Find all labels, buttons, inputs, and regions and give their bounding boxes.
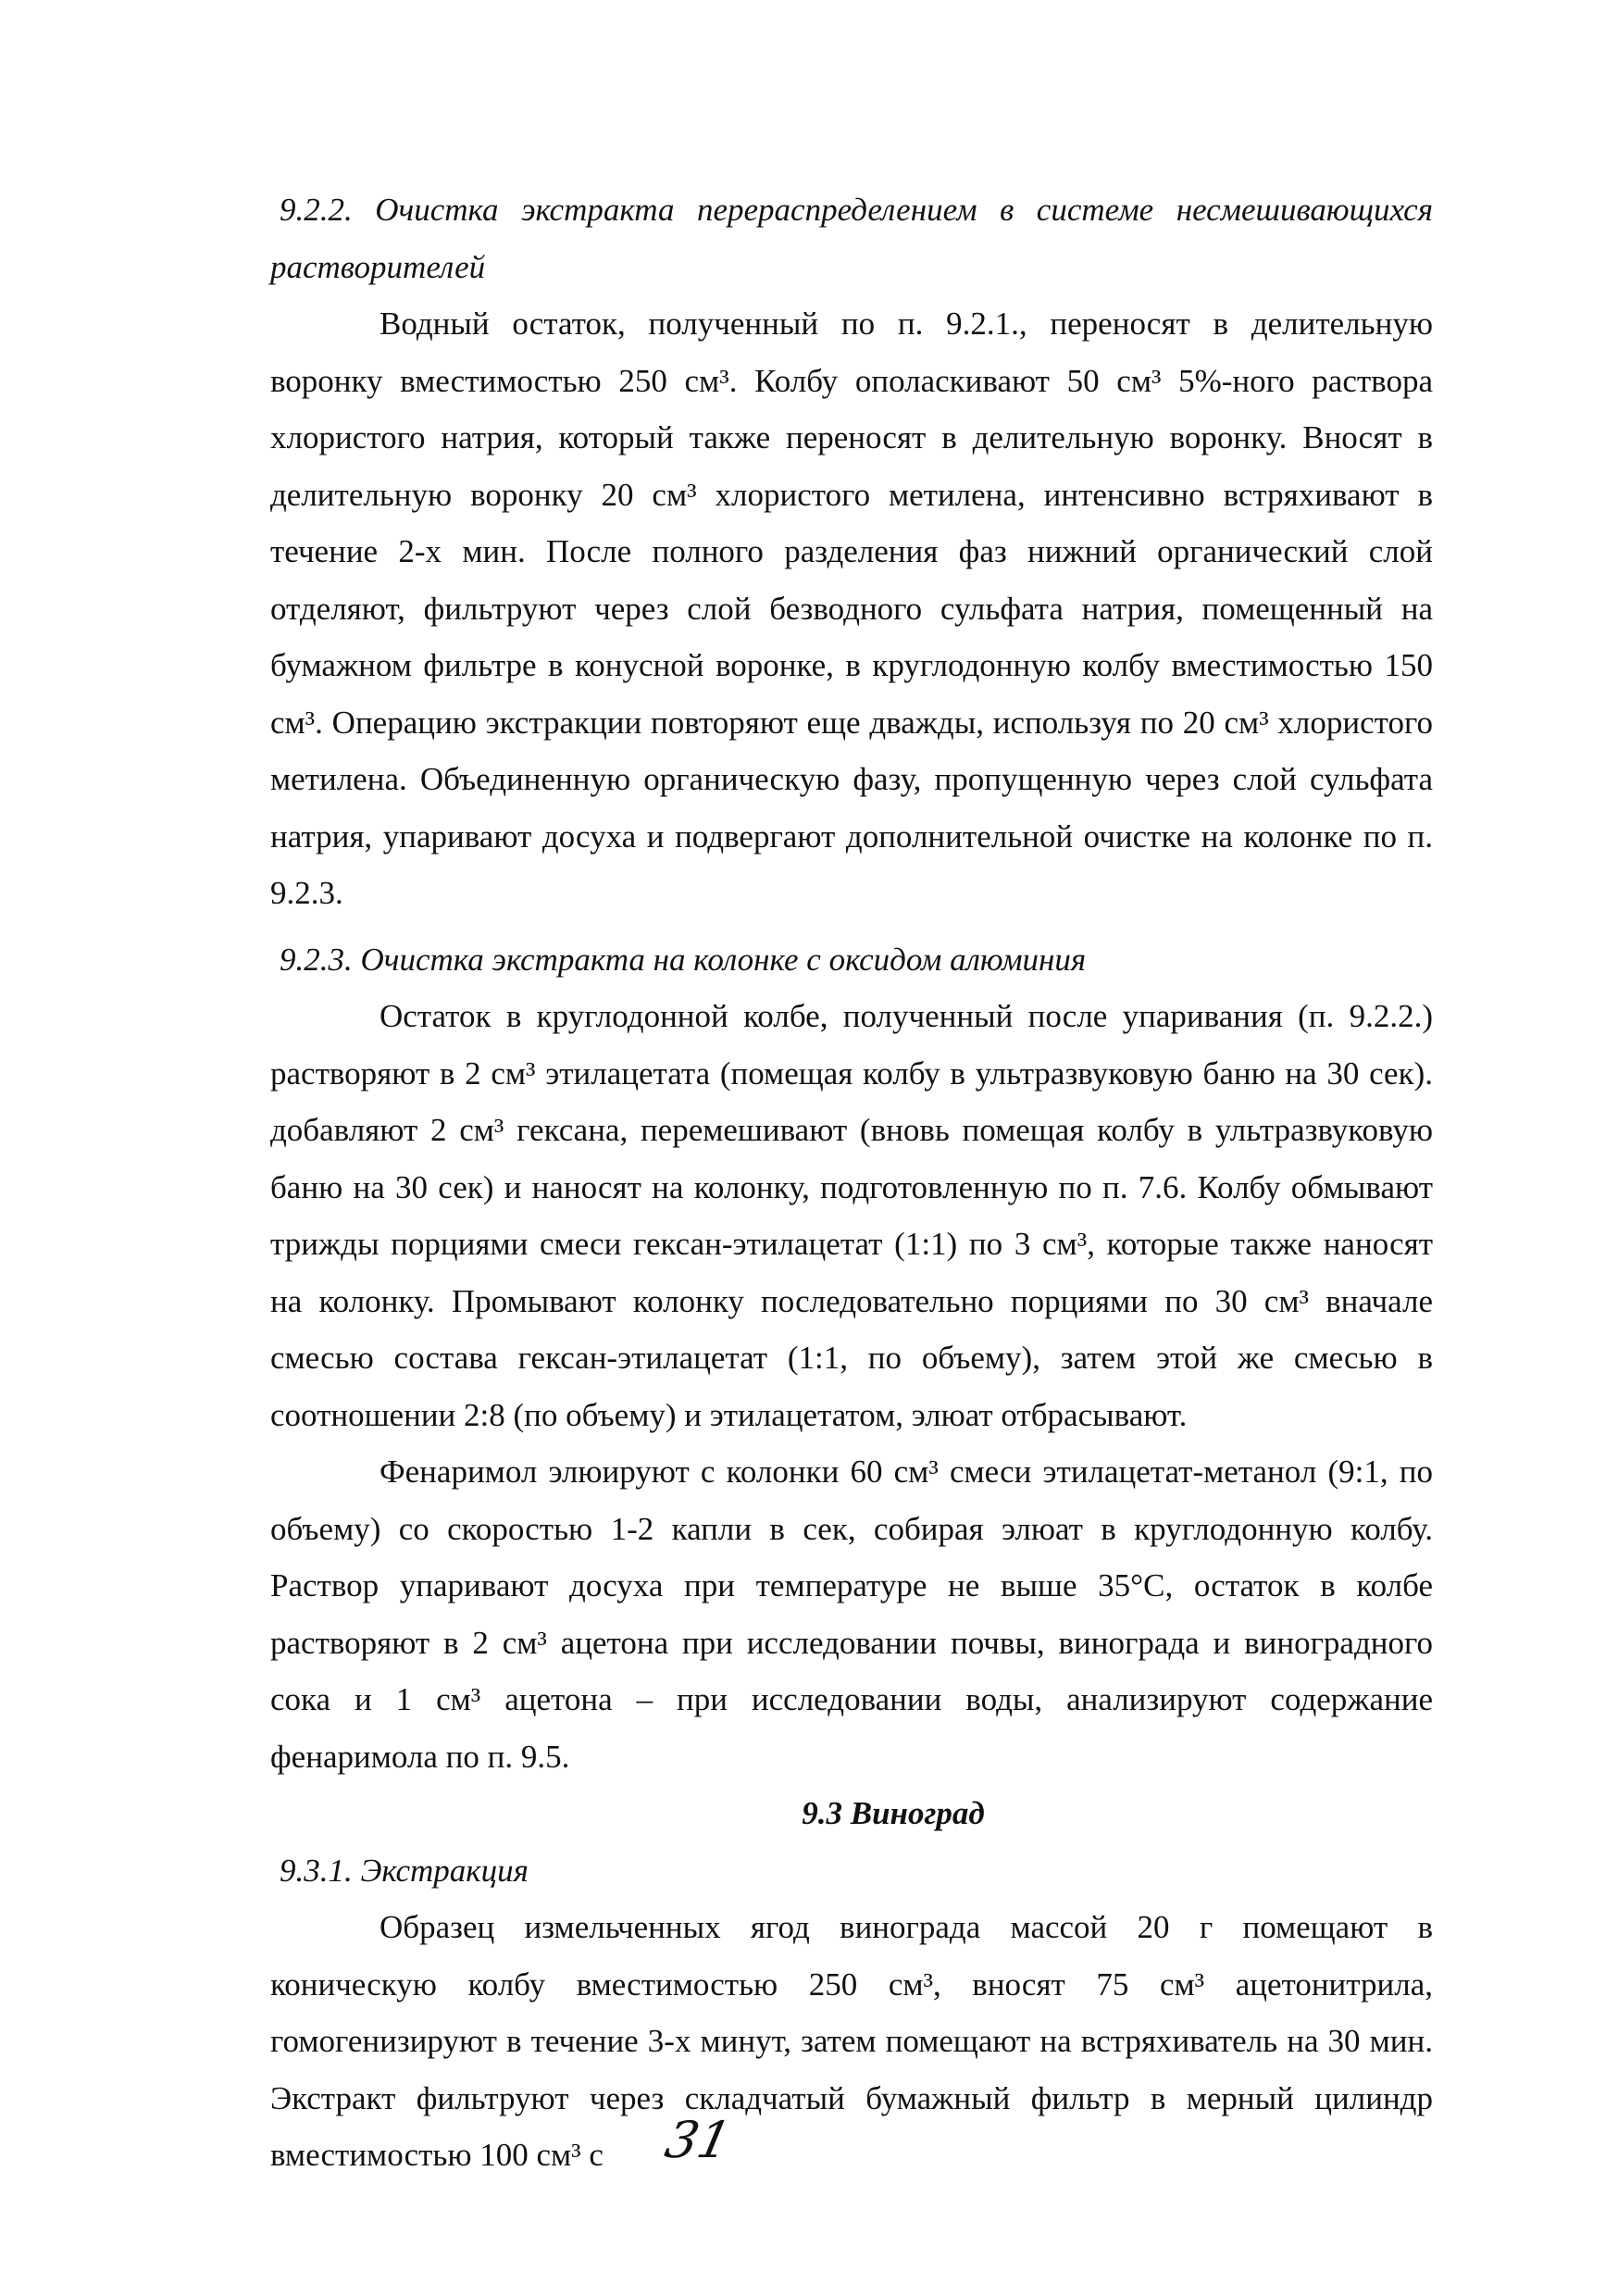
- section-heading-9-3: 9.3 Виноград: [802, 1795, 985, 1831]
- document-page: [270, 181, 1433, 2184]
- paragraph-9-2-3-a: Остаток в круглодонной колбе, полученный после упаривания (п. 9.2.2.) растворяют в 2 см³ этилацетата (помещая колбу в ультразвуковую баню на 30 сек). добавляют 2 см³ гексана, перемешивают (вновь помещая колбу в ультразвуковую баню на 30 сек) и наносят на колонку, подготовленную по п. 7.6. Колбу обмывают трижды порциями смеси гексан-этилацетат (1:1) по 3 см³, которые также наносят на колонку. Промывают колонку последовательно порциями по 30 см³ вначале смесью состава гексан-этилацетат (1:1, по объему), затем этой же смесью в соотношении 2:8 (по объему) и этилацетатом, элюат отбрасывают.: [270, 998, 1433, 1433]
- section-heading-9-3-1: 9.3.1. Экстракция: [280, 1852, 529, 1889]
- section-heading-9-2-3: 9.2.3. Очистка экстракта на колонке с оксидом алюминия: [280, 941, 1087, 978]
- page-number: 31: [660, 2111, 737, 2169]
- paragraph-9-3-1: Образец измельченных ягод винограда массой 20 г помещают в коническую колбу вместимостью 250 см³, вносят 75 см³ ацетонитрила, гомогенизируют в течение 3-х минут, затем помещают на встряхиватель на 30 мин. Экстракт фильтруют через складчатый бумажный фильтр в мерный цилиндр вместимостью 100 см³ с: [270, 1909, 1433, 2173]
- paragraph-9-2-2: Водный остаток, полученный по п. 9.2.1., переносят в делительную воронку вместимостью 250 см³. Колбу ополаскивают 50 см³ 5%-ного раствора хлористого натрия, который также переносят в делительную воронку. Вносят в делительную воронку 20 см³ хлористого метилена, интенсивно встряхивают в течение 2-х мин. После полного разделения фаз нижний органический слой отделяют, фильтруют через слой безводного сульфата натрия, помещенный на бумажном фильтре в конусной воронке, в круглодонную колбу вместимостью 150 см³. Операцию экстракции повторяют еще дважды, используя по 20 см³ хлористого метилена. Объединенную органическую фазу, пропущенную через слой сульфата натрия, упаривают досуха и подвергают дополнительной очистке на колонке по п. 9.2.3.: [270, 306, 1433, 911]
- section-heading-9-2-2: 9.2.2. Очистка экстракта перераспределением в системе несмешивающихся растворителей: [270, 192, 1433, 285]
- paragraph-9-2-3-b: Фенаримол элюируют с колонки 60 см³ смеси этилацетат-метанол (9:1, по объему) со скоростью 1-2 капли в сек, собирая элюат в круглодонную колбу. Раствор упаривают досуха при температуре не выше 35°С, остаток в колбе растворяют в 2 см³ ацетона при исследовании почвы, винограда и виноградного сока и 1 см³ ацетона – при исследовании воды, анализируют содержание фенаримола по п. 9.5.: [270, 1454, 1433, 1775]
